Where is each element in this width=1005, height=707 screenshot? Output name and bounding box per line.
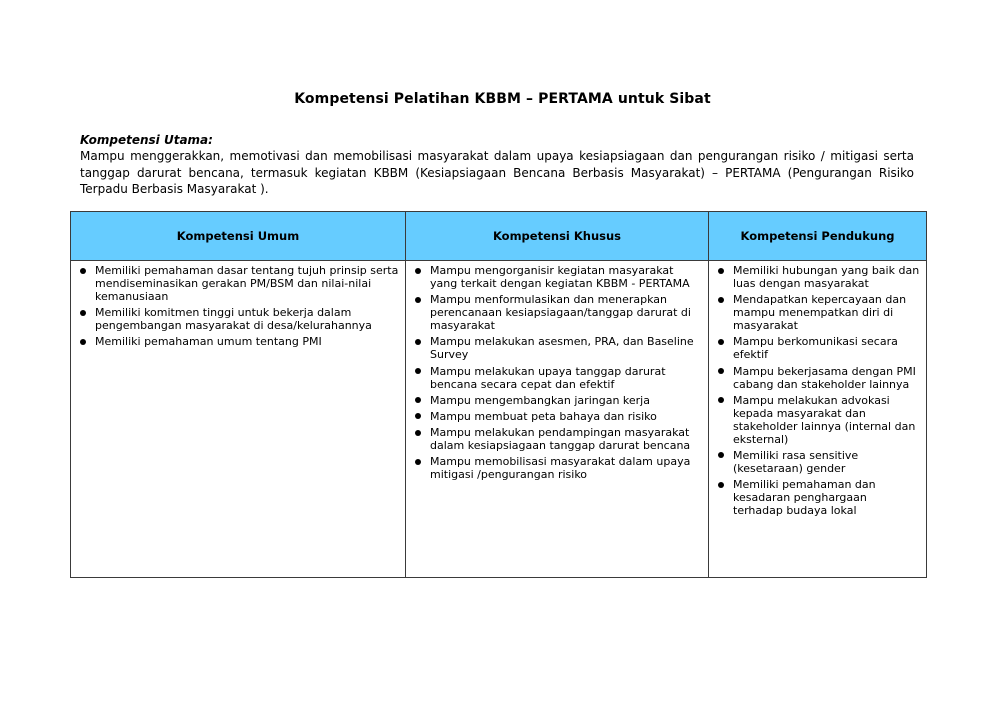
list-item: Mampu membuat peta bahaya dan risiko [414, 410, 702, 423]
bullet-icon [80, 339, 86, 345]
column-header-specific: Kompetensi Khusus [406, 212, 709, 261]
bullet-icon [415, 368, 421, 374]
supporting-competency-cell [709, 261, 927, 578]
bullet-icon [718, 297, 724, 303]
specific-competency-list [414, 264, 702, 481]
list-item: Memiliki pemahaman dan kesadaran penghargaan terhadap budaya lokal [717, 478, 920, 517]
list-item: Mampu melakukan asesmen, PRA, dan Baseline Survey [414, 335, 702, 361]
list-item: Mampu melakukan pendampingan masyarakat dalam kesiapsiagaan tanggap darurat bencana [414, 426, 702, 452]
bullet-icon [718, 268, 724, 274]
bullet-icon [415, 413, 421, 419]
list-item: Memiliki pemahaman umum tentang PMI [79, 335, 399, 348]
column-header-general: Kompetensi Umum [71, 212, 406, 261]
list-item: Memiliki hubungan yang baik dan luas dengan masyarakat [717, 264, 920, 290]
general-competency-list [79, 264, 399, 348]
bullet-icon [415, 430, 421, 436]
list-item: Mendapatkan kepercayaan dan mampu menempatkan diri di masyarakat [717, 293, 920, 332]
column-header-supporting: Kompetensi Pendukung [709, 212, 927, 261]
list-item: Mampu berkomunikasi secara efektif [717, 335, 920, 361]
list-item: Mampu melakukan advokasi kepada masyarakat dan stakeholder lainnya (internal dan eksternal) [717, 394, 920, 446]
competency-table [70, 211, 927, 578]
main-competency-heading: Kompetensi Utama: [80, 133, 213, 147]
bullet-icon [718, 482, 724, 488]
bullet-icon [415, 268, 421, 274]
list-item: Memiliki rasa sensitive (kesetaraan) gender [717, 449, 920, 475]
document-title: Kompetensi Pelatihan KBBM – PERTAMA untuk Sibat [294, 91, 711, 107]
list-item: Mampu menformulasikan dan menerapkan perencanaan kesiapsiagaan/tanggap darurat di masyarakat [414, 293, 702, 332]
list-item: Mampu mengorganisir kegiatan masyarakat yang terkait dengan kegiatan KBBM - PERTAMA [414, 264, 702, 290]
bullet-icon [80, 268, 86, 274]
general-competency-cell [71, 261, 406, 578]
list-item: Mampu bekerjasama dengan PMI cabang dan stakeholder lainnya [717, 365, 920, 391]
list-item: Mampu memobilisasi masyarakat dalam upaya mitigasi /pengurangan risiko [414, 455, 702, 481]
specific-competency-cell [406, 261, 709, 578]
bullet-icon [718, 339, 724, 345]
bullet-icon [415, 459, 421, 465]
list-item: Memiliki komitmen tinggi untuk bekerja dalam pengembangan masyarakat di desa/kelurahannya [79, 306, 399, 332]
bullet-icon [415, 339, 421, 345]
bullet-icon [718, 368, 724, 374]
list-item: Memiliki pemahaman dasar tentang tujuh prinsip serta mendiseminasikan gerakan PM/BSM dan nilai-nilai kemanusiaan [79, 264, 399, 303]
table-header-row [71, 212, 927, 261]
main-competency-text: Mampu menggerakkan, memotivasi dan memobilisasi masyarakat dalam upaya kesiapsiagaan dan pengurangan risiko / mitigasi serta tanggap darurat bencana, termasuk kegiatan KBBM (Kesiapsiagaan Bencana Berbasis Masyarakat) – PERTAMA (Pengurangan Risiko Terpadu Berbasis Masyarakat ). [80, 149, 914, 196]
list-item: Mampu mengembangkan jaringan kerja [414, 394, 702, 407]
main-competency-section [80, 132, 914, 197]
list-item: Mampu melakukan upaya tanggap darurat bencana secara cepat dan efektif [414, 365, 702, 391]
supporting-competency-list [717, 264, 920, 517]
bullet-icon [718, 397, 724, 403]
table-row [71, 261, 927, 578]
bullet-icon [718, 452, 724, 458]
bullet-icon [415, 297, 421, 303]
bullet-icon [415, 397, 421, 403]
bullet-icon [80, 310, 86, 316]
